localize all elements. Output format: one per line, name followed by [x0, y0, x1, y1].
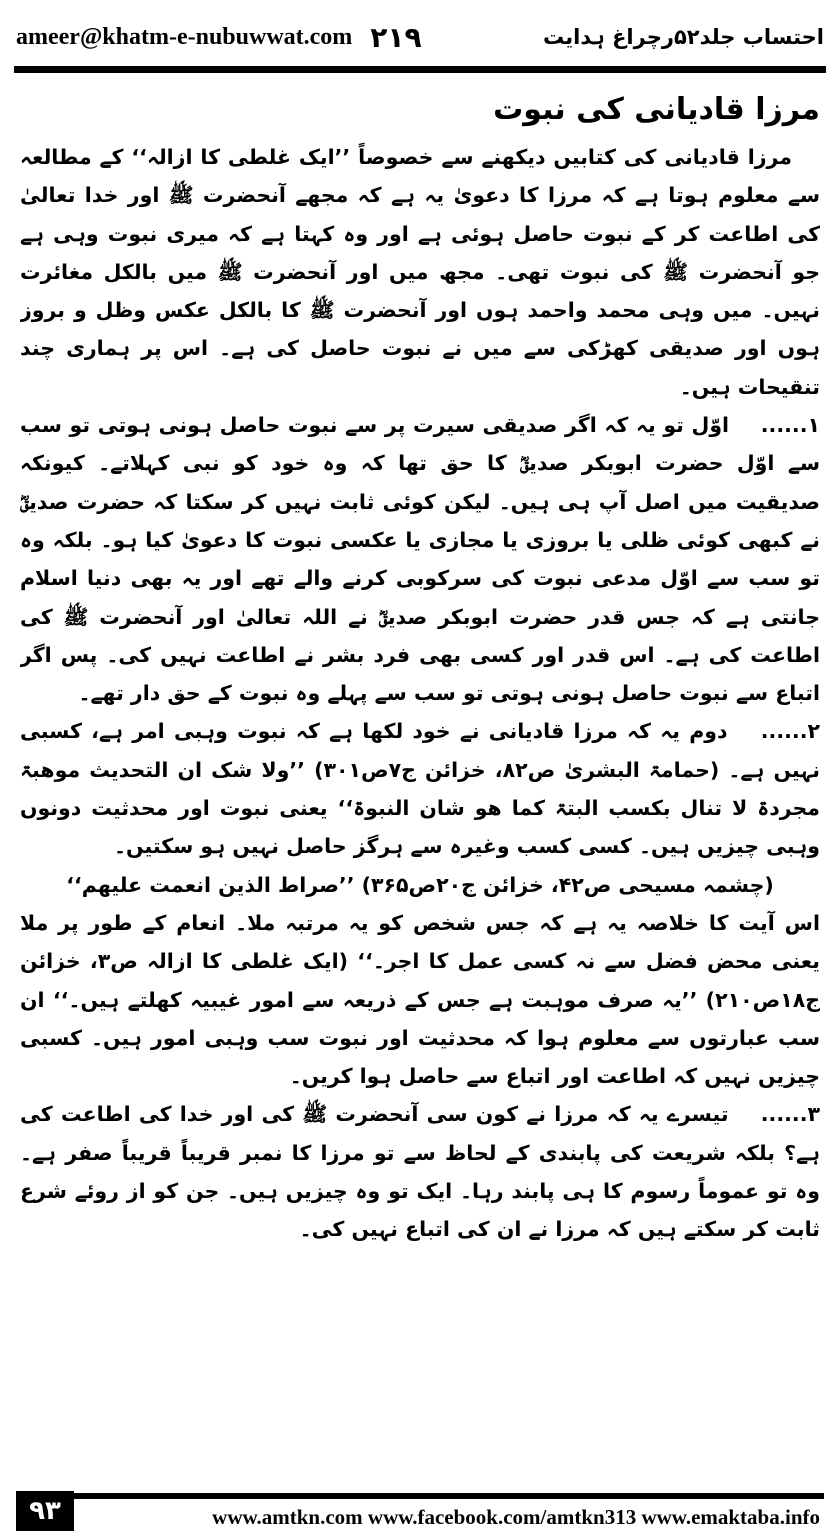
paragraph-text: اوّل تو یہ کہ اگر صدیقی سیرت پر سے نبوت حاصل ہونی ہوتی تو سب سے اوّل حضرت ابوبکر صدیقؓ کا حق تھا کہ وہ خود کو نبی کہلاتے۔ کیونکہ صدیقیت میں اصل آپ ہی ہیں۔ لیکن کوئی ثابت نہیں کر سکتا کہ حضرت صدیقؓ نے کبھی کوئی ظلی یا بروزی یا مجازی یا عکسی نبوت کا دعویٰ کیا ہو۔ بلکہ وہ تو سب سے اوّل مدعی نبوت کی سرکوبی کرنے والے تھے اور یہ بھی دنیا اسلام جانتی ہے کہ جس قدر حضرت ابوبکر صدیقؓ نے اللہ تعالیٰ اور آنحضرت ﷺ کی اطاعت کی ہے۔ اس قدر اور کسی بھی فرد بشر نے اطاعت نہیں کی۔ پس اگر اتباع سے نبوت حاصل ہونی ہوتی تو سب سے پہلے وہ نبوت کے حق دار تھے۔ [20, 413, 820, 706]
header-rule [14, 66, 826, 73]
paragraph-point-3 [20, 1095, 820, 1248]
page-content [20, 86, 820, 1478]
point-number: ۳...... [760, 1102, 820, 1127]
footer-right [74, 1493, 824, 1530]
point-number: ۱...... [760, 413, 820, 438]
paragraph-text: مرزا قادیانی کی کتابیں دیکھنے سے خصوصاً ’’ایک غلطی کا ازالہ‘‘ کے مطالعہ سے معلوم ہوتا ہے کہ مرزا کا دعویٰ یہ ہے کہ مجھے آنحضرت ﷺ اور خدا تعالیٰ کی اطاعت کر کے نبوت حاصل ہوئی ہے اور وہ کہتا ہے کہ میری نبوت وہی ہے جو آنحضرت ﷺ کی نبوت تھی۔ مجھ میں اور آنحضرت ﷺ میں بالکل مغائرت نہیں۔ میں وہی محمد واحمد ہوں اور آنحضرت ﷺ کا بالکل عکس وظل و بروز ہوں اور صدیقی کھڑکی سے میں نے نبوت حاصل کی ہے۔ اس پر ہماری چند تنقیحات ہیں۔ [20, 145, 820, 399]
section-heading: مرزا قادیانی کی نبوت [493, 92, 820, 127]
paragraph-text: اس آیت کا خلاصہ یہ ہے کہ جس شخص کو یہ مرتبہ ملا۔ انعام کے طور پر ملا یعنی محض فضل سے نہ کسی عمل کا اجر۔‘‘ (ایک غلطی کا ازالہ ص۳، خزائن ج۱۸ص۲۱۰) ’’یہ صرف موہبت ہے جس کے ذریعہ سے امور غیبیہ کھلتے ہیں۔‘‘ ان سب عبارتوں سے معلوم ہوا کہ محدثیت اور نبوت سب وہبی امور ہیں۔ کسبی چیزیں نہیں کہ اطاعت اور اتباع سے حاصل ہوا کریں۔ [20, 910, 820, 1089]
page-header [16, 14, 824, 60]
page-footer [16, 1490, 824, 1532]
header-page-number: ۲۱۹ [370, 20, 422, 54]
header-email: ameer@khatm-e-nubuwwat.com [16, 23, 353, 50]
header-left [16, 21, 422, 54]
paragraph-text: تیسرے یہ کہ مرزا نے کون سی آنحضرت ﷺ کی اور خدا کی اطاعت کی ہے؟ بلکہ شریعت کی پابندی کے لحاظ سے تو مرزا کا نمبر قریباً قریباً صفر ہے۔ وہ تو عموماً رسوم کا ہی پابند رہا۔ ایک تو وہ چیزیں ہیں۔ جن کو از روئے شرع ثابت کر سکتے ہیں کہ مرزا نے ان کی اتباع نہیں کی۔ [20, 1102, 820, 1242]
paragraph-point-1 [20, 406, 820, 712]
point-number: ۲...... [760, 719, 820, 744]
paragraph-text: دوم یہ کہ مرزا قادیانی نے خود لکھا ہے کہ نبوت وہبی امر ہے، کسبی نہیں ہے۔ (حمامۃ البشریٰ ص۸۲، خزائن ج۷ص۳۰۱) ’’ولا شک ان التحدیث موھبۃ مجردۃ لا تنال بکسب البتۃ کما ھو شان النبوۃ‘‘ یعنی نبوت اور محدثیت دونوں وہبی چیزیں ہیں۔ کسی کسب وغیرہ سے ہرگز حاصل نہیں ہو سکتیں۔ [20, 719, 820, 859]
footer-links: www.amtkn.com www.facebook.com/amtkn313 www.emaktaba.info [212, 1504, 820, 1529]
paragraph-verse-explanation [20, 904, 820, 1095]
paragraph-quote-reference [20, 866, 820, 904]
paragraph-text: (چشمہ مسیحی ص۴۲، خزائن ج۲۰ص۳۶۵) ’’صراط الذین انعمت علیھم‘‘ [66, 872, 774, 897]
footer-page-number: ۹۳ [16, 1491, 74, 1531]
paragraph-point-2 [20, 712, 820, 865]
paragraph-intro [20, 138, 820, 406]
header-book-title: احتساب جلد۵۲رچراغ ہدایت [543, 25, 824, 49]
